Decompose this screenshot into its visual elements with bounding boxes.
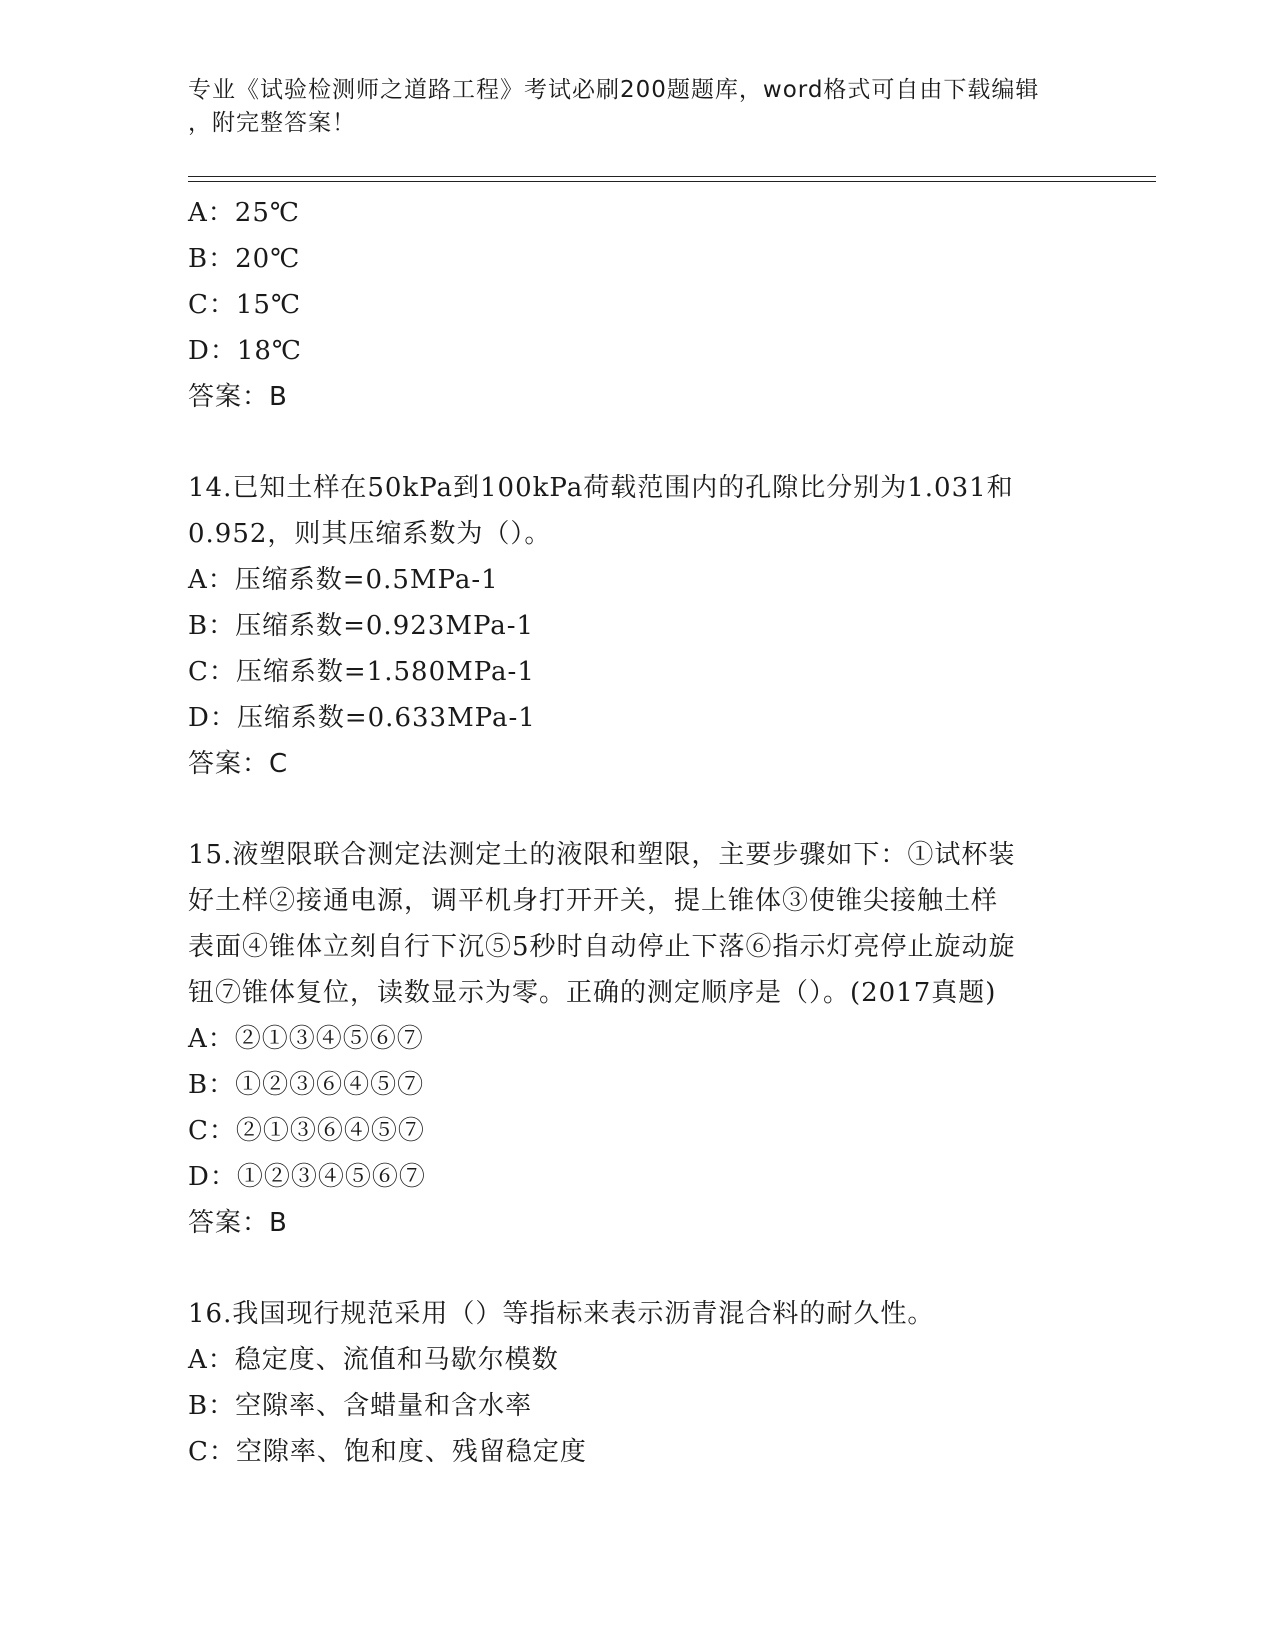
q13-option-c: C：15℃ xyxy=(188,290,302,320)
q16-option-b: B：空隙率、含蜡量和含水率 xyxy=(188,1391,533,1421)
q13-answer: 答案：B xyxy=(188,382,288,412)
header-title-line-1: 专业《试验检测师之道路工程》考试必刷200题题库，word格式可自由下载编辑 xyxy=(188,77,1040,103)
q15-stem-line-2: 好土样②接通电源，调平机身打开开关，提上锥体③使锥尖接触土样 xyxy=(188,886,999,916)
q13-option-b: B：20℃ xyxy=(188,244,301,274)
header-divider-bottom xyxy=(188,181,1156,182)
q15-option-a: A：②①③④⑤⑥⑦ xyxy=(188,1024,424,1054)
q16-option-a: A：稳定度、流值和马歇尔模数 xyxy=(188,1345,559,1375)
q14-option-d: D：压缩系数=0.633MPa-1 xyxy=(188,703,536,733)
q14-option-b: B：压缩系数=0.923MPa-1 xyxy=(188,611,535,641)
q13-option-a: A：25℃ xyxy=(188,198,300,228)
q16-option-c: C：空隙率、饱和度、残留稳定度 xyxy=(188,1437,587,1467)
spacer xyxy=(188,787,1088,832)
q15-option-d: D：①②③④⑤⑥⑦ xyxy=(188,1162,426,1192)
q15-stem-line-4: 钮⑦锥体复位，读数显示为零。正确的测定顺序是（）。(2017真题) xyxy=(188,978,997,1008)
q15-answer: 答案：B xyxy=(188,1208,288,1238)
spacer xyxy=(188,420,1088,465)
q14-stem-line-1: 14.已知土样在50kPa到100kPa荷载范围内的孔隙比分别为1.031和 xyxy=(188,473,1014,503)
q14-stem-line-2: 0.952，则其压缩系数为（）。 xyxy=(188,519,552,549)
question-content xyxy=(188,190,1088,1475)
q15-option-c: C：②①③⑥④⑤⑦ xyxy=(188,1116,425,1146)
q14-option-c: C：压缩系数=1.580MPa-1 xyxy=(188,657,535,687)
q16-stem-line-1: 16.我国现行规范采用（）等指标来表示沥青混合料的耐久性。 xyxy=(188,1299,935,1329)
q15-stem-line-1: 15.液塑限联合测定法测定土的液限和塑限，主要步骤如下：①试杯装 xyxy=(188,840,1016,870)
q13-option-d: D：18℃ xyxy=(188,336,303,366)
document-header xyxy=(188,74,1088,140)
q14-answer: 答案：C xyxy=(188,749,289,779)
q14-option-a: A：压缩系数=0.5MPa-1 xyxy=(188,565,499,595)
spacer xyxy=(188,1246,1088,1291)
header-title-line-2: ，附完整答案！ xyxy=(188,110,356,136)
header-divider-top xyxy=(188,176,1156,177)
q15-option-b: B：①②③⑥④⑤⑦ xyxy=(188,1070,425,1100)
q15-stem-line-3: 表面④锥体立刻自行下沉⑤5秒时自动停止下落⑥指示灯亮停止旋动旋 xyxy=(188,932,1016,962)
